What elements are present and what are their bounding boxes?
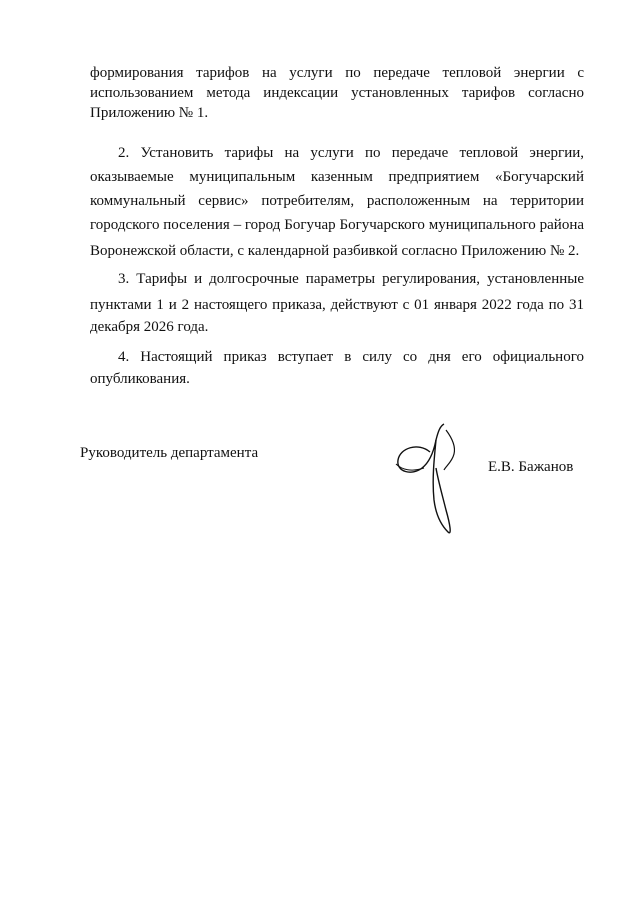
- item4-line-1: 4. Настоящий приказ вступает в силу со дня его официального: [118, 349, 584, 365]
- continuation-line-3: Приложению № 1.: [90, 105, 209, 121]
- item3-line-2: пунктами 1 и 2 настоящего приказа, действуют с 01 января 2022 года по 31: [90, 297, 584, 313]
- item2-line-2: оказываемые муниципальным казенным предприятием «Богучарский: [90, 169, 584, 185]
- item2-line-3: коммунальный сервис» потребителям, расположенным на территории: [90, 193, 584, 209]
- item2-line-1: 2. Установить тарифы на услуги по передаче тепловой энергии,: [118, 145, 584, 161]
- item2-line-4: городского поселения – город Богучар Богучарского муниципального района: [90, 217, 584, 233]
- item3-line-3: декабря 2026 года.: [90, 319, 209, 335]
- item2-line-5: Воронежской области, с календарной разбивкой согласно Приложению № 2.: [90, 243, 580, 259]
- continuation-line-1: формирования тарифов на услуги по передаче тепловой энергии с: [90, 65, 584, 81]
- handwritten-signature: [390, 420, 470, 538]
- signer-name: Е.В. Бажанов: [488, 459, 574, 475]
- continuation-line-2: использованием метода индексации установленных тарифов согласно: [90, 85, 584, 101]
- item4-line-2: опубликования.: [90, 371, 190, 387]
- item3-line-1: 3. Тарифы и долгосрочные параметры регулирования, установленные: [118, 271, 584, 287]
- signatory-position: Руководитель департамента: [80, 445, 259, 461]
